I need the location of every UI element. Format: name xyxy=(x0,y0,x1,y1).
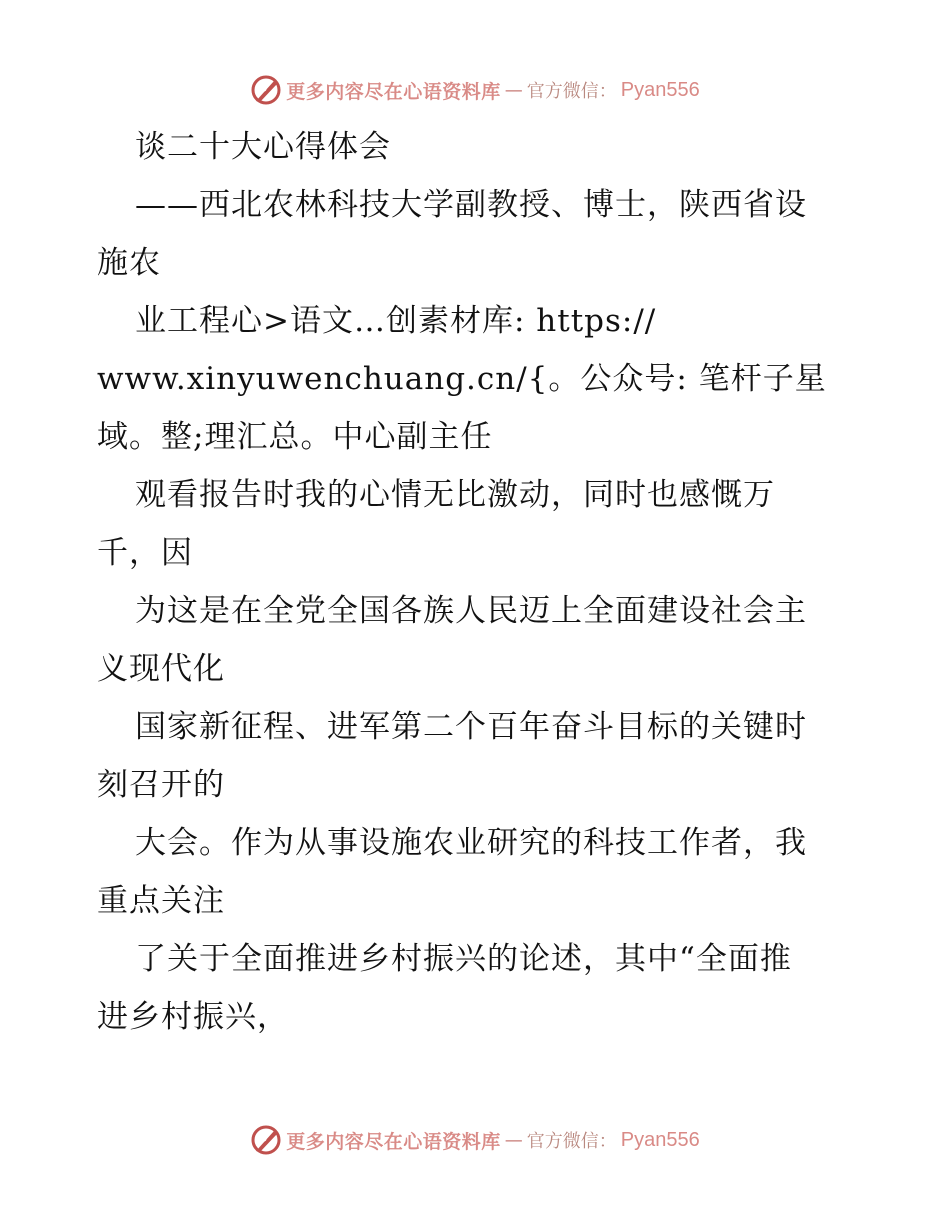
document-line: 为这是在全党全国各族人民迈上全面建设社会主 xyxy=(135,593,807,629)
document-line: www.xinyuwenchuang.cn/{。公众号: 笔杆子星 xyxy=(97,361,827,397)
quill-logo-icon xyxy=(250,1124,282,1156)
document-line: 千，因 xyxy=(97,535,193,571)
banner-wechat-label: 官方微信： xyxy=(526,81,617,102)
document-line: 重点关注 xyxy=(97,883,225,919)
document-line: 刻召开的 xyxy=(97,767,225,803)
document-line: 了关于全面推进乡村振兴的论述，其中“全面推 xyxy=(135,941,792,977)
document-line: 进乡村振兴， xyxy=(97,999,289,1035)
document-line: ——西北农林科技大学副教授、博士，陕西省设 xyxy=(135,187,807,223)
banner-wechat-id: Pyan556 xyxy=(620,78,700,101)
quill-logo-icon xyxy=(250,74,282,106)
document-line: 观看报告时我的心情无比激动，同时也感慨万 xyxy=(135,477,775,513)
document-line: 域。整;理汇总。中心副主任 xyxy=(97,419,493,455)
banner-separator: — xyxy=(504,1129,523,1151)
header-banner xyxy=(0,72,950,108)
document-title: 谈二十大心得体会 xyxy=(135,129,391,165)
banner-site-text: 更多内容尽在心语资料库 xyxy=(286,1130,501,1153)
banner-site-text: 更多内容尽在心语资料库 xyxy=(286,80,501,103)
document-body xyxy=(97,118,857,1046)
banner-wechat-id: Pyan556 xyxy=(620,1128,700,1151)
document-line: 业工程心>语文…创素材库: https:// xyxy=(135,303,657,339)
document-line: 施农 xyxy=(97,245,161,281)
document-line: 大会。作为从事设施农业研究的科技工作者，我 xyxy=(135,825,807,861)
document-line: 义现代化 xyxy=(97,651,225,687)
document-line: 国家新征程、进军第二个百年奋斗目标的关键时 xyxy=(135,709,807,745)
banner-separator: — xyxy=(504,79,523,101)
footer-banner xyxy=(0,1122,950,1158)
banner-wechat-label: 官方微信： xyxy=(526,1131,617,1152)
